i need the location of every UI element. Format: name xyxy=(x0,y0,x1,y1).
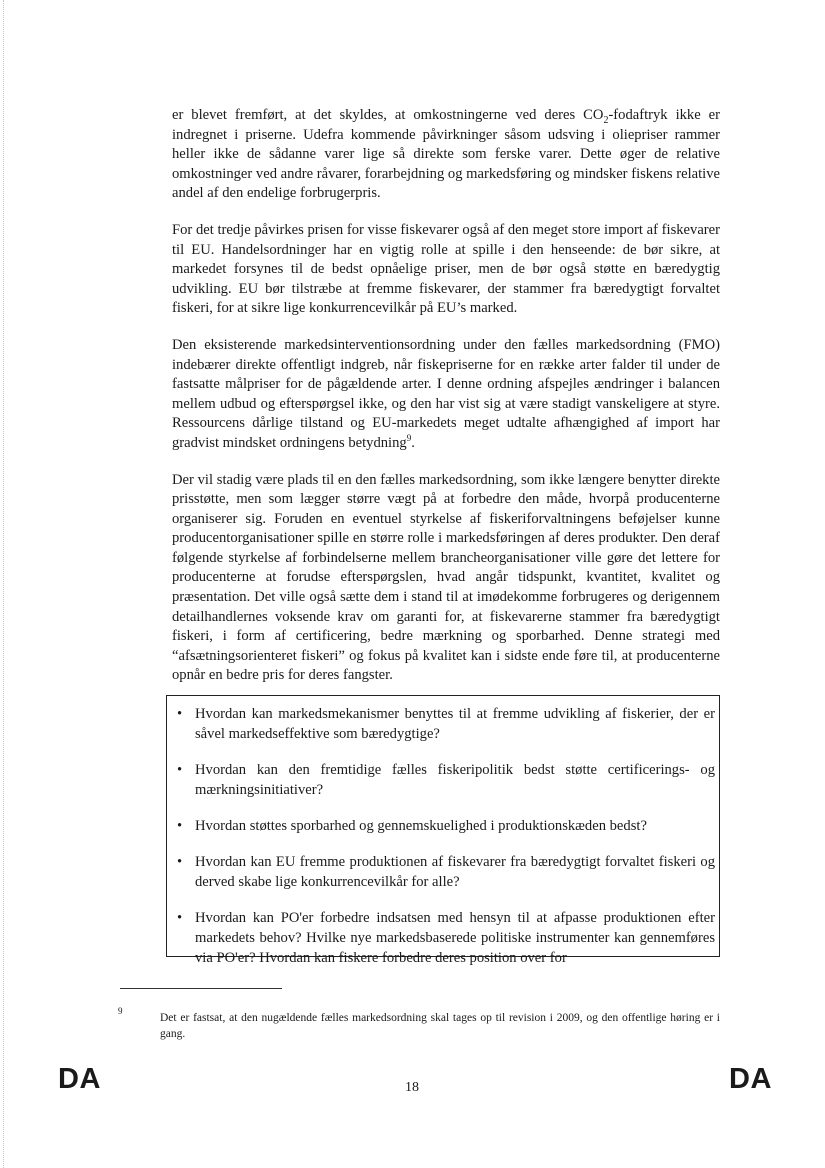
co2-subscript: 2 xyxy=(603,114,609,126)
bullet-icon: • xyxy=(177,762,183,778)
footnote-text: Det er fastsat, at den nugældende fælles markedsordning skal tages op til revision i 2009, og den offentlige høring er i gang. xyxy=(160,1012,720,1040)
language-code-right: DA xyxy=(729,1063,772,1095)
paragraph-3-text: Den eksisterende markedsinterventionsordning under den fælles markedsordning (FMO) indebærer direkte offentligt indgreb, når fiskepriserne for en række arter falder til under de fastsatte målpriser for de pågældende arter. I denne ordning afspejles ændringer i balancen mellem udbud og efterspørgsel ikke, og den har vist sig at være stadigt vanskeligere at styre. Ressourcens dårlige tilstand og EU-markedets meget udtalte afhængighed af import har gradvist mindsket ordningens betydning xyxy=(172,336,720,451)
bullet-icon: • xyxy=(177,706,183,722)
questions-list xyxy=(173,704,715,968)
paragraph-3-tail: . xyxy=(411,434,415,451)
question-text: Hvordan støttes sporbarhed og gennemskuelighed i produktionskæden bedst? xyxy=(195,818,647,834)
questions-box xyxy=(166,695,720,966)
question-item xyxy=(173,816,715,836)
bullet-icon: • xyxy=(177,910,183,926)
footnote-separator xyxy=(120,988,282,989)
footnote-reference[interactable]: 9 xyxy=(406,433,412,444)
paragraph-1 xyxy=(172,106,720,204)
paragraph-2: For det tredje påvirkes prisen for visse fiskevarer også af den meget store import af fiskevarer til EU. Handelsordninger har en vigtig rolle at spille i den henseende: de bør sikre, at markedet forsynes til de bedst opnåelige priser, men de bør også støtte en bæredygtig udvikling. EU bør tilstræbe at fremme fiskevarer, der stammer fra bæredygtigt forvaltet fiskeri, for at sikre lige konkurrencevilkår på EU’s marked. xyxy=(172,221,720,317)
body-text xyxy=(172,106,720,703)
footnote-number: 9 xyxy=(118,1006,123,1016)
paragraph-4: Der vil stadig være plads til en den fælles markedsordning, som ikke længere benytter direkte prisstøtte, men som lægger større vægt på at forbedre den måde, hvorpå producenterne organiserer sig. Foruden en eventuel styrkelse af fiskeriforvaltningens beføjelser kunne producentorganisationer spille en større rolle i markedsføringen af deres produkter. Den deraf følgende styrkelse af forbindelserne mellem brancheorganisationer ville gøre det lettere for producenterne at forudse efterspørgslen, hvad angår tidspunkt, kvantitet, kvalitet og præsentation. Det ville også sætte dem i stand til at imødekomme forbrugeres og derigennem detailhandlernes voksende krav om garanti for, at fiskevarerne stammer fra bæredygtigt fiskeri, i form af certificering, bedre mærkning og sporbarhed. Denne strategi med “afsætningsorienteret fiskeri” og fokus på kvalitet kan i sidste ende føre til, at producenterne opnår en bedre pris for deres fangster. xyxy=(172,471,720,684)
paragraph-3 xyxy=(172,336,720,454)
paragraph-1-start: er blevet fremført, at det skyldes, at omkostningerne ved deres CO xyxy=(172,107,604,123)
bullet-icon: • xyxy=(177,818,183,834)
paragraph-1-end: -fodaftryk ikke er indregnet i priserne. Udefra kommende påvirkninger såsom udsving i oliepriser rammer heller ikke de sådanne varer lige så direkte som ferske varer. Dette øger de relative omkostninger ved andre råvarer, forarbejdning og markedsføring og mindsker fiskens relative andel af den endelige forbrugerpris. xyxy=(172,107,720,202)
question-text: Hvordan kan PO'er forbedre indsatsen med hensyn til at afpasse produktionen efter markedets behov? Hvilke nye markedsbaserede politiske instrumenter kan gennemføres via PO'er? Hvordan kan fiskere forbedre deres position over for xyxy=(195,910,715,966)
question-item xyxy=(173,908,715,968)
question-item xyxy=(173,852,715,892)
scan-edge-line xyxy=(3,0,5,1168)
question-item xyxy=(173,704,715,744)
question-text: Hvordan kan EU fremme produktionen af fiskevarer fra bæredygtigt forvaltet fiskeri og derved skabe lige konkurrencevilkår for alle? xyxy=(195,854,715,890)
bullet-icon: • xyxy=(177,854,183,870)
language-code-left: DA xyxy=(58,1063,101,1095)
page-number: 18 xyxy=(405,1080,419,1095)
question-item xyxy=(173,760,715,800)
question-text: Hvordan kan markedsmekanismer benyttes til at fremme udvikling af fiskerier, der er såvel markedseffektive som bæredygtige? xyxy=(195,706,715,742)
question-text: Hvordan kan den fremtidige fælles fiskeripolitik bedst støtte certificerings- og mærkningsinitiativer? xyxy=(195,762,715,798)
